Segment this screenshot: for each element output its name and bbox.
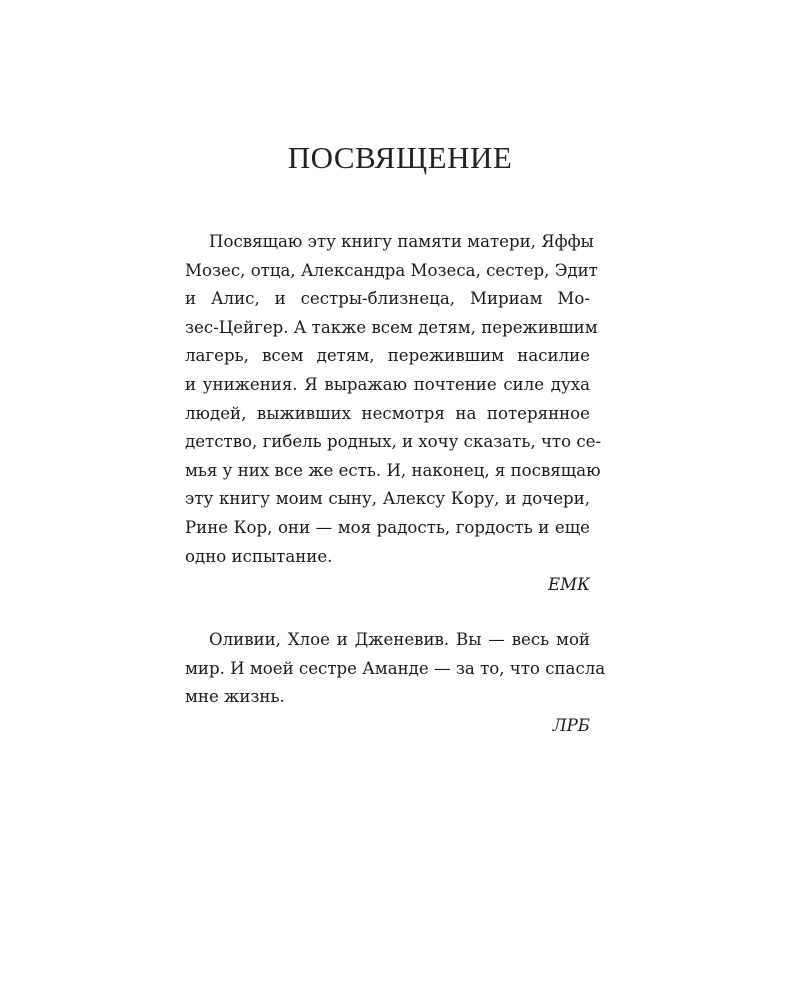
text-line: лагерь, всем детям, пережившим насилие: [185, 346, 590, 366]
text-line: и унижения. Я выражаю почтение силе духа: [185, 374, 590, 394]
text-line: людей, выживших несмотря на потерянное: [185, 403, 590, 423]
text-line: Оливии, Хлое и Дженевив. Вы — весь мой: [209, 630, 590, 649]
text-line: Рине Кор, они — моя радость, гордость и еще: [185, 517, 590, 537]
text-line: детство, гибель родных, и хочу сказать, что се-: [185, 432, 602, 452]
text-line: зес-Цейгер. А также всем детям, пережившим: [185, 317, 598, 337]
text-line: и Алис, и сестры-близнеца, Мириам Мо-: [185, 289, 590, 309]
dedication-paragraph-1: [185, 228, 602, 600]
text-line: мне жизнь.: [185, 687, 285, 707]
signature-lrb: ЛРБ: [552, 715, 590, 735]
text-line: мья у них все же есть. И, наконец, я посвящаю: [185, 460, 601, 480]
dedication-paragraph-2: [185, 626, 606, 740]
text-line: Посвящаю эту книгу памяти матери, Яффы: [209, 232, 594, 251]
text-line: эту книгу моим сыну, Алексу Кору, и дочери,: [185, 489, 590, 509]
text-line: одно испытание.: [185, 546, 333, 566]
signature-emk: ЕМК: [548, 575, 590, 595]
page-title: ПОСВЯЩЕНИЕ: [287, 140, 513, 175]
text-line: Мозес, отца, Александра Мозеса, сестер, Эдит: [185, 260, 598, 280]
text-line: мир. И моей сестре Аманде — за то, что спасла: [185, 658, 606, 678]
